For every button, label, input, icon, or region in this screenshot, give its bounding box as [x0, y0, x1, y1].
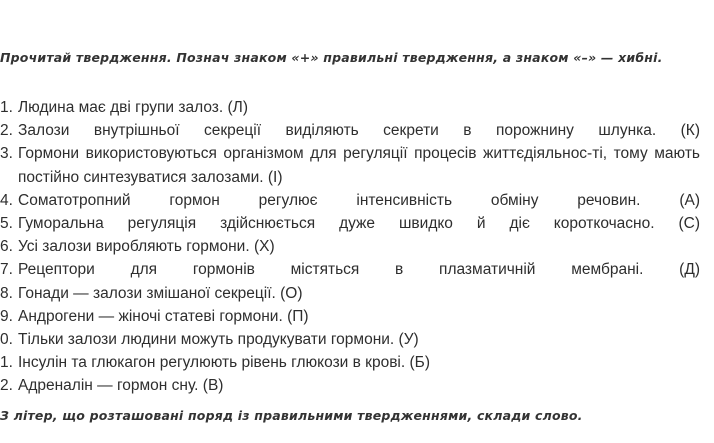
statement-item [0, 351, 700, 374]
statement-item [0, 212, 700, 235]
statement-number: 0. [0, 331, 13, 349]
statement-text: Гонади — залози змішаної секреції. (О) [18, 284, 303, 302]
statement-number: 5. [0, 215, 13, 233]
statement-number: 9. [0, 307, 13, 325]
statement-number: 2. [0, 122, 13, 140]
statement-item [0, 235, 700, 258]
statement-text: Соматотропний гормон регулює інтенсивність обміну речовин. (А) [18, 191, 700, 209]
statement-item [0, 258, 700, 281]
statement-item [0, 142, 700, 188]
statement-text: Усі залози виробляють гормони. (Х) [18, 238, 275, 256]
footer-task-text: З літер, що розташовані поряд із правильними твердженнями, склади слово. [0, 408, 583, 423]
statement-item [0, 119, 700, 142]
statement-item [0, 328, 700, 351]
statement-item [0, 282, 700, 305]
statement-item [0, 305, 700, 328]
statement-number: 1. [0, 99, 13, 116]
statements-list [0, 96, 700, 398]
statement-text: Адреналін — гормон сну. (В) [18, 377, 224, 395]
statement-number: 3. [0, 145, 13, 163]
statement-number: 1. [0, 354, 13, 372]
statement-number: 6. [0, 238, 13, 256]
statement-number: 4. [0, 191, 13, 209]
statement-text: Гормони використовуються організмом для регуляції процесів життєдіяльнос-ті, тому мають постійно синтезуватися залозами. (І) [18, 145, 700, 186]
statement-text: Залози внутрішньої секреції виділяють секрети в порожнину шлунка. (К) [18, 122, 700, 140]
statement-item [0, 96, 700, 119]
statement-text: Людина має дві групи залоз. (Л) [18, 99, 248, 116]
statement-item [0, 189, 700, 212]
statement-item [0, 374, 700, 397]
statement-text: Тільки залози людини можуть продукувати гормони. (У) [18, 331, 419, 349]
statement-number: 2. [0, 377, 13, 395]
instruction-text: Прочитай твердження. Познач знаком «+» правильні твердження, а знаком «–» — хибні. [0, 50, 663, 65]
statement-text: Андрогени — жіночі статеві гормони. (П) [18, 307, 309, 325]
statement-text: Інсулін та глюкагон регулюють рівень глюкози в крові. (Б) [18, 354, 430, 372]
statement-number: 7. [0, 261, 13, 279]
statement-number: 8. [0, 284, 13, 302]
statement-text: Рецептори для гормонів містяться в плазматичній мембрані. (Д) [18, 261, 700, 279]
statement-text: Гуморальна регуляція здійснюється дуже швидко й діє короткочасно. (С) [18, 215, 700, 233]
